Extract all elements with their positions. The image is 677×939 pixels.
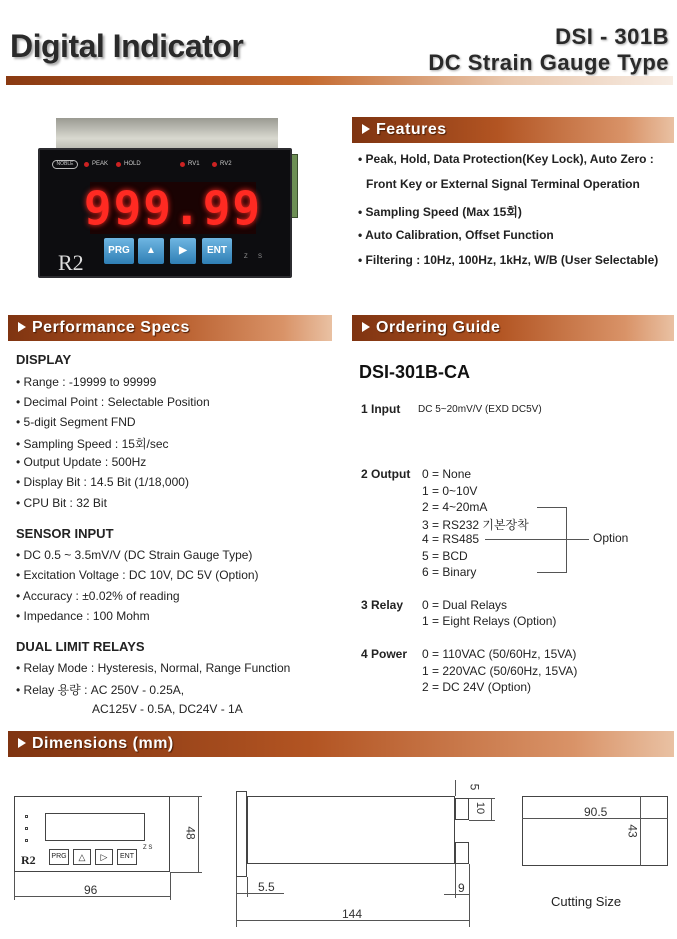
shift-button: ▶ xyxy=(170,238,196,264)
spec-item: • CPU Bit : 32 Bit xyxy=(16,496,107,510)
output-option: 2 = 4~20mA xyxy=(422,500,488,514)
dim-line xyxy=(444,894,469,895)
features-header xyxy=(352,117,674,143)
feature-item: Front Key or External Signal Terminal Operation xyxy=(366,177,640,191)
led-marker xyxy=(25,827,28,830)
hold-led xyxy=(116,162,121,167)
front-height-dim: 48 xyxy=(183,826,198,840)
front-view-drawing xyxy=(14,796,170,872)
front-ent-button: ENT xyxy=(117,849,137,865)
led-display xyxy=(83,181,263,235)
rv2-led-label: RV2 xyxy=(220,161,232,167)
spec-item: • Relay Mode : Hysteresis, Normal, Range Function xyxy=(16,661,291,675)
rv1-led-label: RV1 xyxy=(188,161,200,167)
front-prg-button: PRG xyxy=(49,849,69,865)
cutting-size-label: Cutting Size xyxy=(551,894,622,909)
output-option: 6 = Binary xyxy=(422,565,477,579)
relay-option: 0 = Dual Relays xyxy=(422,598,508,612)
feature-item: • Sampling Speed (Max 15회) xyxy=(358,205,522,219)
ent-button: ENT xyxy=(202,238,232,264)
model-number: DSI - 301B xyxy=(555,24,669,49)
spec-item: • 5-digit Segment FND xyxy=(16,415,136,429)
spec-item: • Decimal Point : Selectable Position xyxy=(16,395,210,409)
relay-label: 3 Relay xyxy=(361,598,404,612)
dim-ext-line xyxy=(455,780,456,796)
feature-item: • Auto Calibration, Offset Function xyxy=(358,228,554,242)
rv1-led xyxy=(180,162,185,167)
triangle-icon xyxy=(362,124,370,134)
option-label: Option xyxy=(593,531,629,545)
triangle-icon xyxy=(18,738,26,748)
header-divider xyxy=(6,76,673,85)
front-up-button: △ xyxy=(73,849,91,865)
dim-line xyxy=(198,796,199,873)
side-top-dim: 5 xyxy=(467,783,482,791)
dim-line xyxy=(491,798,492,821)
cut-height-dim: 43 xyxy=(625,824,640,838)
front-brand: R2 xyxy=(21,853,36,867)
hold-led-label: HOLD xyxy=(124,161,141,167)
power-label: 4 Power xyxy=(361,647,408,661)
dim-line xyxy=(640,796,641,866)
up-button: ▲ xyxy=(138,238,164,264)
feature-item: • Peak, Hold, Data Protection(Key Lock), Auto Zero : xyxy=(358,152,654,166)
span-label: S xyxy=(258,254,263,260)
input-value: DC 5~20mV/V (EXD DC5V) xyxy=(418,404,542,415)
ordering-header xyxy=(352,315,674,341)
cut-width-dim: 90.5 xyxy=(584,805,608,819)
rv2-led xyxy=(212,162,217,167)
side-terminal-dim: 9 xyxy=(458,881,465,895)
led-marker xyxy=(25,839,28,842)
sensor-heading: SENSOR INPUT xyxy=(16,526,114,541)
ordering-heading: Ordering Guide xyxy=(376,319,501,336)
product-subtitle: DC Strain Gauge Type xyxy=(428,50,669,75)
spec-item: AC125V - 0.5A, DC24V - 1A xyxy=(92,702,243,716)
brand-logo: R2 xyxy=(58,250,84,275)
features-heading: Features xyxy=(376,121,447,138)
performance-header xyxy=(8,315,332,341)
power-option: 1 = 220VAC (50/60Hz, 15VA) xyxy=(422,664,578,678)
spec-item: • Display Bit : 14.5 Bit (1/18,000) xyxy=(16,475,189,489)
device-housing-top xyxy=(56,118,278,152)
page-title: Digital Indicator xyxy=(10,28,244,64)
output-option: 1 = 0~10V xyxy=(422,484,478,498)
triangle-icon xyxy=(362,322,370,332)
front-zs-label: Z S xyxy=(143,845,153,851)
spec-item: • Output Update : 500Hz xyxy=(16,455,147,469)
spec-item: • Impedance : 100 Mohm xyxy=(16,609,150,623)
order-code: DSI-301B-CA xyxy=(359,362,471,382)
bracket-line xyxy=(537,507,567,508)
relay-option: 1 = Eight Relays (Option) xyxy=(422,614,557,628)
power-option: 2 = DC 24V (Option) xyxy=(422,680,532,694)
display-heading: DISPLAY xyxy=(16,352,72,367)
dimensions-header xyxy=(8,731,674,757)
spec-item: • Sampling Speed : 15회/sec xyxy=(16,437,169,451)
output-option: 4 = RS485 xyxy=(422,532,480,546)
dim-ext-line xyxy=(247,877,248,897)
side-connector-bottom xyxy=(455,842,469,864)
spec-item: • Excitation Voltage : DC 10V, DC 5V (Option) xyxy=(16,568,259,582)
dim-ext-line xyxy=(455,864,456,898)
peak-led-label: PEAK xyxy=(92,161,109,167)
output-option: 5 = BCD xyxy=(422,549,468,563)
bracket-line xyxy=(567,539,589,540)
bracket-line xyxy=(485,539,567,540)
spec-item: • Relay 용량 : AC 250V - 0.25A, xyxy=(16,683,185,697)
device-logo: NOBLE xyxy=(52,160,78,169)
device-photo xyxy=(38,118,296,278)
output-option: 0 = None xyxy=(422,467,472,481)
input-label: 1 Input xyxy=(361,402,401,416)
peak-led xyxy=(84,162,89,167)
side-bezel-dim: 5.5 xyxy=(258,880,275,894)
spec-item: • DC 0.5 ~ 3.5mV/V (DC Strain Gauge Type) xyxy=(16,548,253,562)
side-conn-dim: 10 xyxy=(474,801,487,815)
side-body-drawing xyxy=(247,796,455,864)
led-marker xyxy=(25,815,28,818)
front-shift-button: ▷ xyxy=(95,849,113,865)
relay-heading: DUAL LIMIT RELAYS xyxy=(16,639,145,654)
triangle-icon xyxy=(18,322,26,332)
device-front-panel xyxy=(38,148,292,278)
side-depth-dim: 144 xyxy=(342,907,363,921)
performance-heading: Performance Specs xyxy=(32,319,190,336)
front-display-window xyxy=(45,813,145,841)
dimensions-heading: Dimensions (mm) xyxy=(32,735,174,752)
output-label: 2 Output xyxy=(361,467,411,481)
side-connector-top xyxy=(455,798,469,820)
spec-item: • Accuracy : ±0.02% of reading xyxy=(16,589,180,603)
power-option: 0 = 110VAC (50/60Hz, 15VA) xyxy=(422,647,577,661)
dim-ext-line xyxy=(469,864,470,927)
side-bezel-drawing xyxy=(236,791,247,877)
spec-item: • Range : -19999 to 99999 xyxy=(16,375,157,389)
zero-label: Z xyxy=(244,254,248,260)
output-option: 3 = RS232 기본장착 xyxy=(422,518,529,532)
bracket-line xyxy=(537,572,567,573)
prg-button: PRG xyxy=(104,238,134,264)
display-value: 999.99 xyxy=(83,181,263,235)
feature-item: • Filtering : 10Hz, 100Hz, 1kHz, W/B (User Selectable) xyxy=(358,253,659,267)
front-width-dim: 96 xyxy=(84,883,98,897)
